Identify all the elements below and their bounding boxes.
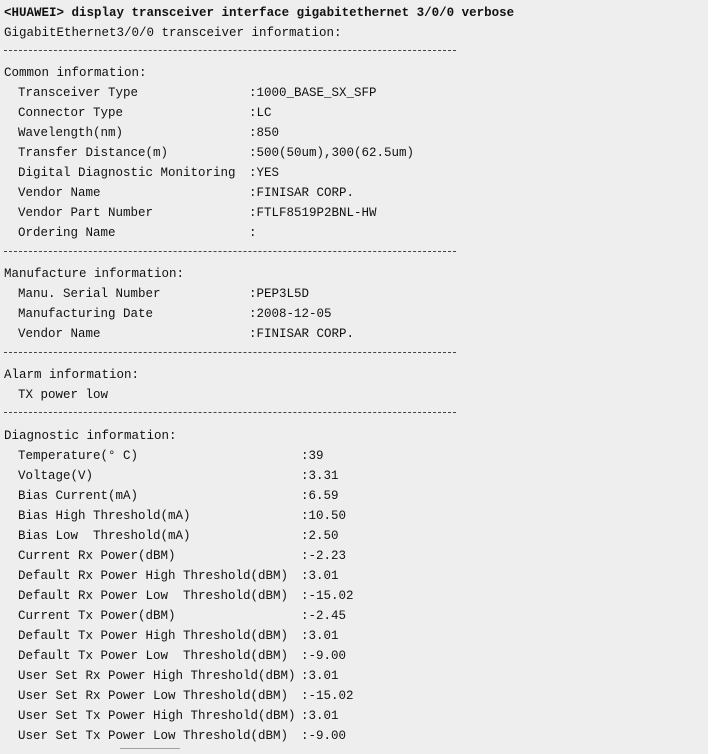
command-text: display transceiver interface gigabitethernet 3/0/0 verbose xyxy=(71,6,515,20)
info-row xyxy=(4,706,339,726)
info-value: :39 xyxy=(301,449,324,463)
info-value: :FTLF8519P2BNL-HW xyxy=(249,206,377,220)
info-key: Wavelength(nm) xyxy=(18,126,124,140)
info-row xyxy=(4,446,324,466)
alarm-section-title: Alarm information: xyxy=(4,368,140,382)
info-row xyxy=(4,123,279,143)
info-key: Vendor Name xyxy=(18,327,101,341)
info-value: :3.01 xyxy=(301,709,339,723)
info-value: :850 xyxy=(249,126,280,140)
info-key: Current Tx Power(dBM) xyxy=(18,609,176,623)
info-value: :500(50um),300(62.5um) xyxy=(249,146,415,160)
info-value: :6.59 xyxy=(301,489,339,503)
info-row xyxy=(4,83,377,103)
manufacture-section-title: Manufacture information: xyxy=(4,267,185,281)
info-value: :3.31 xyxy=(301,469,339,483)
info-row xyxy=(4,666,339,686)
info-key: Bias Low Threshold(mA) xyxy=(18,529,191,543)
info-value: :3.01 xyxy=(301,669,339,683)
info-key: Transceiver Type xyxy=(18,86,139,100)
info-key: Vendor Name xyxy=(18,186,101,200)
info-value: :3.01 xyxy=(301,629,339,643)
info-value: :-15.02 xyxy=(301,589,354,603)
info-key: Ordering Name xyxy=(18,226,116,240)
info-key: Bias High Threshold(mA) xyxy=(18,509,191,523)
info-value: :3.01 xyxy=(301,569,339,583)
info-row xyxy=(4,566,339,586)
info-key: Vendor Part Number xyxy=(18,206,154,220)
info-value: :-9.00 xyxy=(301,649,347,663)
info-value: :-2.45 xyxy=(301,609,347,623)
info-row xyxy=(4,466,339,486)
info-row xyxy=(4,203,377,223)
info-value: : xyxy=(249,226,257,240)
info-row xyxy=(4,486,339,506)
separator-line xyxy=(4,50,456,51)
info-key: Default Tx Power High Threshold(dBM) xyxy=(18,629,289,643)
info-row xyxy=(4,223,257,243)
info-row xyxy=(4,324,354,344)
info-key: User Set Tx Power High Threshold(dBM) xyxy=(18,709,296,723)
separator-line xyxy=(4,352,456,353)
info-row xyxy=(4,646,346,666)
diagnostic-section-title: Diagnostic information: xyxy=(4,429,177,443)
info-row xyxy=(4,163,279,183)
info-row xyxy=(4,586,354,606)
info-value: :-15.02 xyxy=(301,689,354,703)
info-value: :YES xyxy=(249,166,280,180)
info-key: Bias Current(mA) xyxy=(18,489,139,503)
info-key: Transfer Distance(m) xyxy=(18,146,169,160)
info-key: Default Tx Power Low Threshold(dBM) xyxy=(18,649,289,663)
info-row xyxy=(4,546,346,566)
info-value: :2.50 xyxy=(301,529,339,543)
info-row xyxy=(4,606,346,626)
info-value: :2008-12-05 xyxy=(249,307,332,321)
info-row xyxy=(4,686,354,706)
info-key: Digital Diagnostic Monitoring xyxy=(18,166,236,180)
info-key: Manu. Serial Number xyxy=(18,287,161,301)
info-value: :FINISAR CORP. xyxy=(249,327,355,341)
info-key: Default Rx Power Low Threshold(dBM) xyxy=(18,589,289,603)
info-row xyxy=(4,183,354,203)
info-row xyxy=(4,284,309,304)
separator-line xyxy=(4,412,456,413)
cli-prompt: <HUAWEI> xyxy=(4,6,65,20)
common-section-title: Common information: xyxy=(4,66,147,80)
info-key: Voltage(V) xyxy=(18,469,94,483)
info-value: :-2.23 xyxy=(301,549,347,563)
info-key: Current Rx Power(dBM) xyxy=(18,549,176,563)
info-value: :PEP3L5D xyxy=(249,287,310,301)
command-line xyxy=(4,3,514,23)
info-row xyxy=(4,304,332,324)
info-value: :FINISAR CORP. xyxy=(249,186,355,200)
info-value: :LC xyxy=(249,106,272,120)
info-key: User Set Rx Power Low Threshold(dBM) xyxy=(18,689,289,703)
info-key: User Set Tx Power Low Threshold(dBM) xyxy=(18,729,289,743)
separator-line xyxy=(4,251,456,252)
info-value: :1000_BASE_SX_SFP xyxy=(249,86,377,100)
info-row xyxy=(4,626,339,646)
alarm-item: TX power low xyxy=(18,388,109,402)
info-row xyxy=(4,143,414,163)
info-key: Manufacturing Date xyxy=(18,307,154,321)
info-key: User Set Rx Power High Threshold(dBM) xyxy=(18,669,296,683)
transceiver-header: GigabitEthernet3/0/0 transceiver information: xyxy=(4,26,342,40)
info-key: Temperature(° C) xyxy=(18,449,139,463)
info-row xyxy=(4,726,346,746)
info-row xyxy=(4,103,272,123)
clipped-text-fragment xyxy=(120,748,180,754)
info-key: Default Rx Power High Threshold(dBM) xyxy=(18,569,289,583)
info-value: :-9.00 xyxy=(301,729,347,743)
info-key: Connector Type xyxy=(18,106,124,120)
info-value: :10.50 xyxy=(301,509,347,523)
info-row xyxy=(4,526,339,546)
info-row xyxy=(4,506,346,526)
